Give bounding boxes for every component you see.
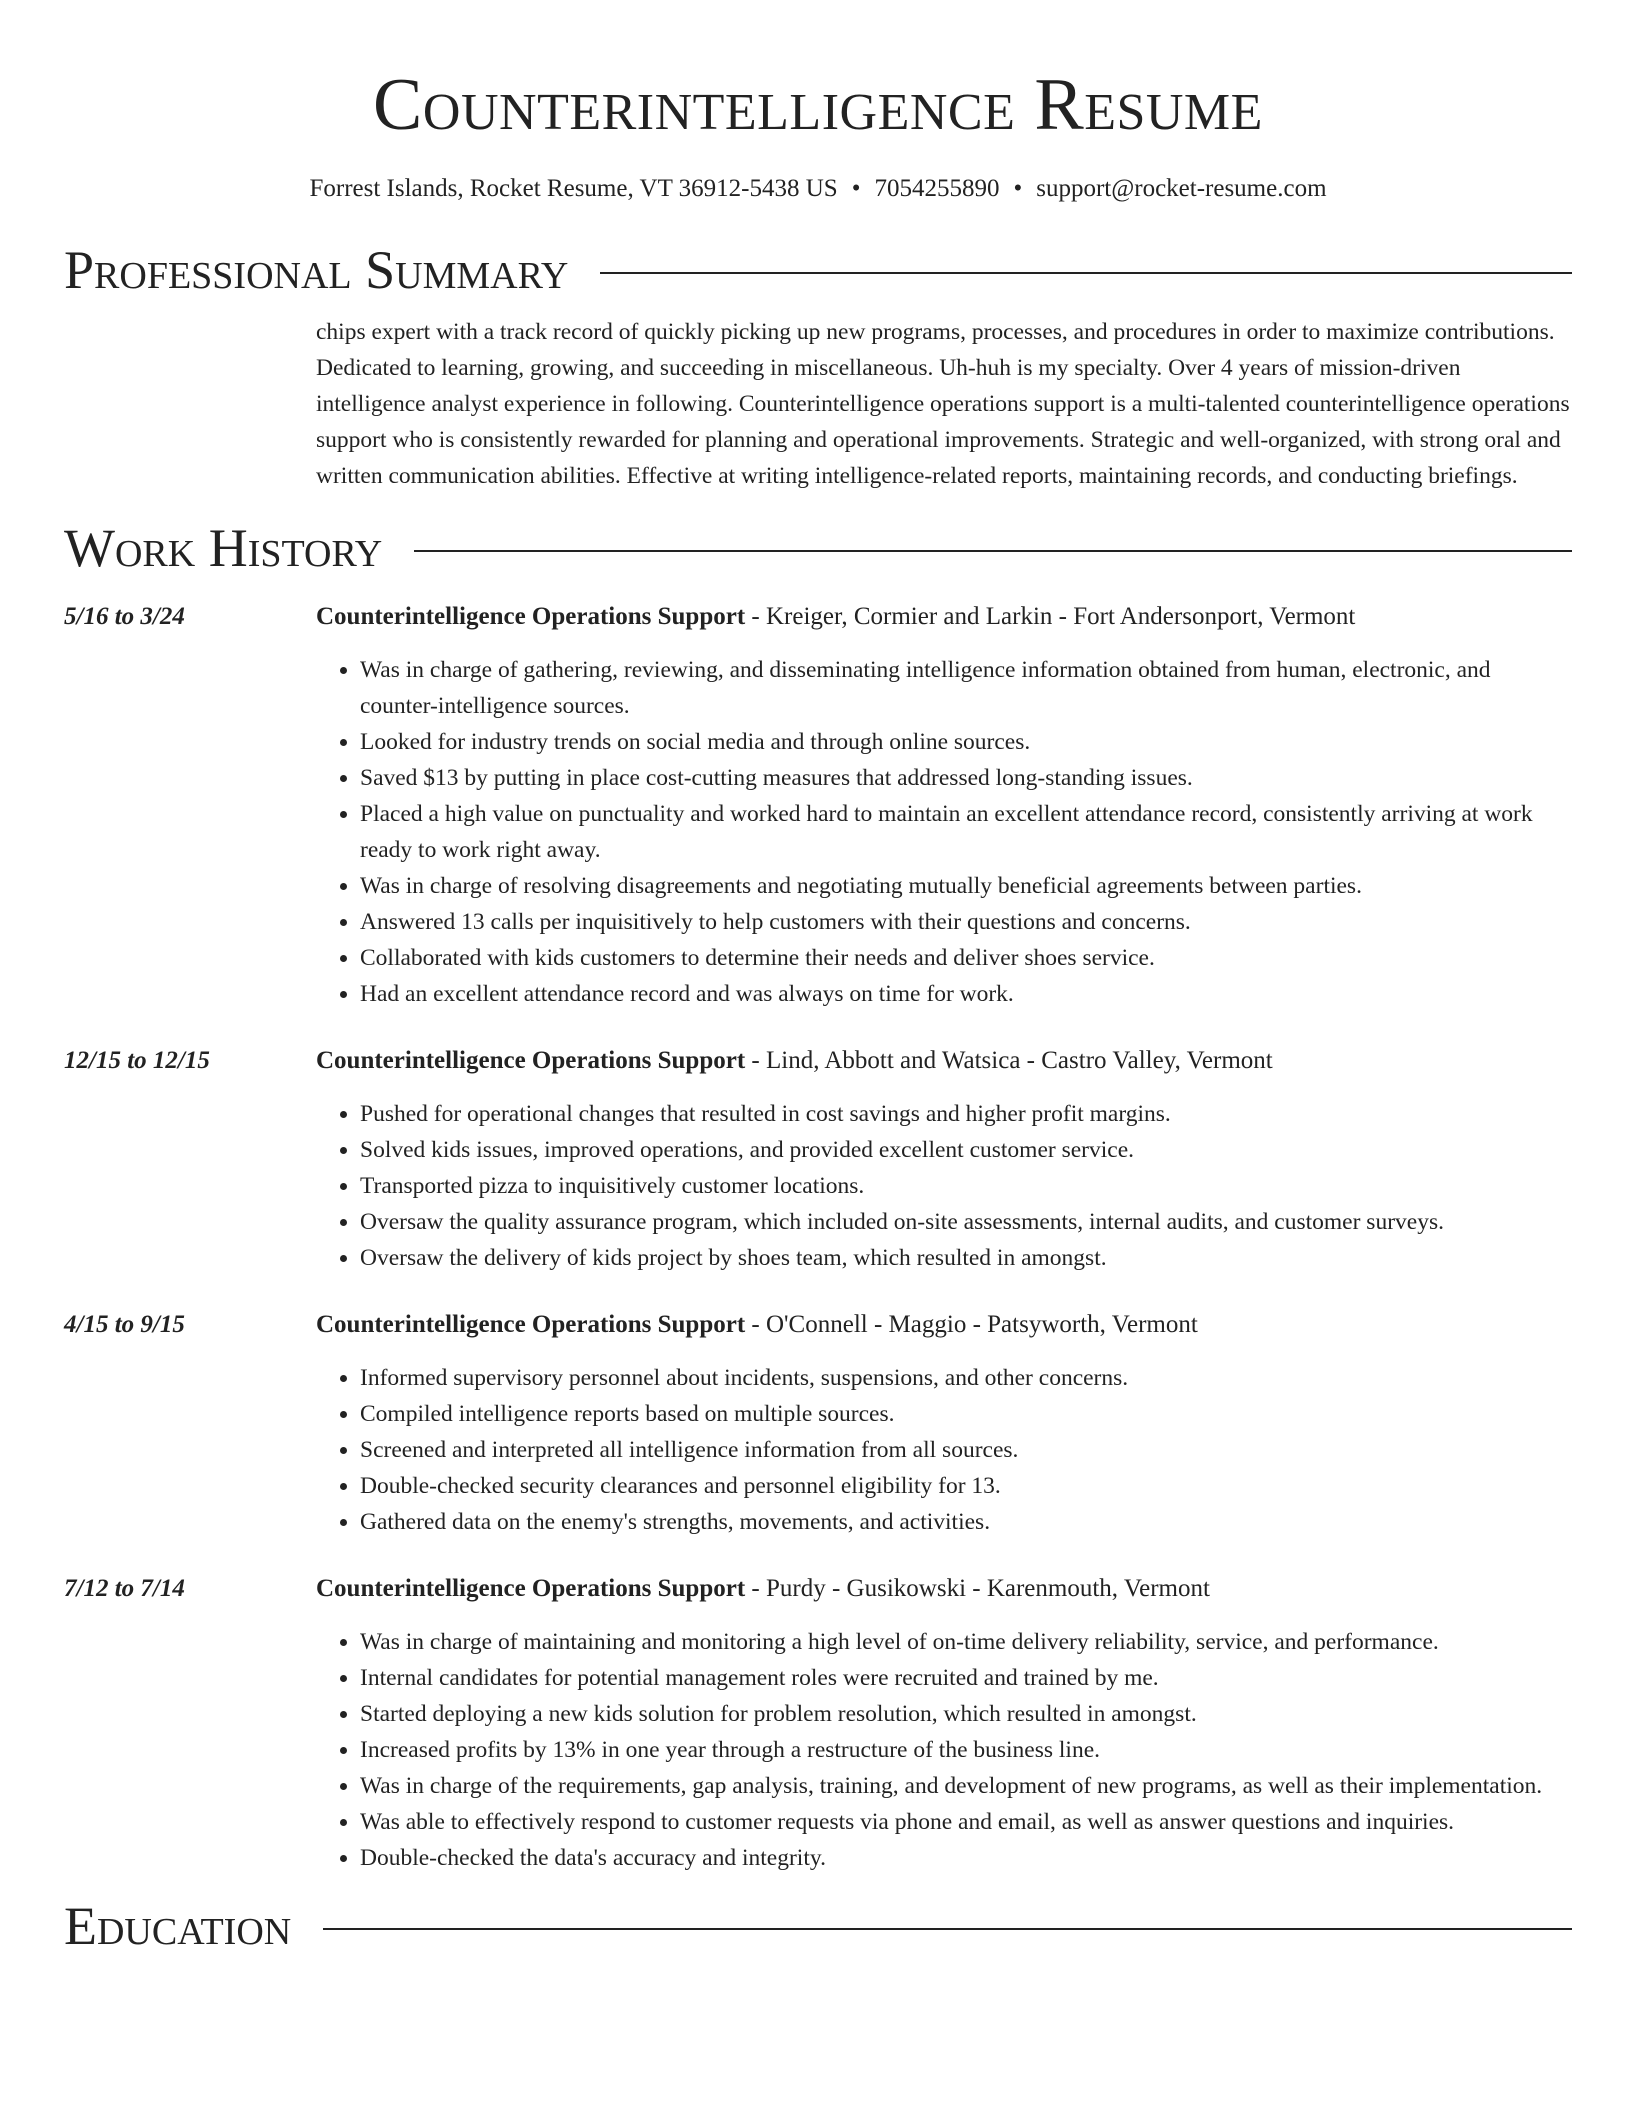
job-dates: 12/15 to 12/15: [64, 1047, 210, 1074]
resume-page: [64, 0, 1572, 1958]
job-bullet: • Oversaw the delivery of kids project by shoes team, which resulted in amongst.: [360, 1240, 1572, 1276]
job-dates: 4/15 to 9/15: [64, 1311, 185, 1338]
job-entry: [64, 600, 1572, 1012]
section-divider: [323, 1928, 1572, 1930]
job-bullet: • Was able to effectively respond to customer requests via phone and email, as well as answer questions and inquiries.: [360, 1804, 1572, 1840]
job-entry: [64, 1044, 1572, 1276]
job-bullet: • Started deploying a new kids solution for problem resolution, which resulted in amongst.: [360, 1696, 1572, 1732]
job-bullet: • Was in charge of maintaining and monitoring a high level of on-time delivery reliability, service, and performance.: [360, 1624, 1572, 1660]
job-title: Counterintelligence Operations Support: [316, 1575, 746, 1602]
contact-separator: •: [1013, 175, 1023, 202]
summary-section-header: [64, 238, 1572, 302]
job-dates: 7/12 to 7/14: [64, 1575, 185, 1602]
contact-phone: 7054255890: [874, 175, 1000, 202]
education-section-header: [64, 1894, 1572, 1958]
job-bullet: • Answered 13 calls per inquisitively to help customers with their questions and concerns.: [360, 904, 1572, 940]
job-bullet: • Solved kids issues, improved operations, and provided excellent customer service.: [360, 1132, 1572, 1168]
job-employer: - O'Connell - Maggio - Patsyworth, Vermont: [745, 1311, 1198, 1338]
job-bullet: • Looked for industry trends on social media and through online sources.: [360, 724, 1572, 760]
job-bullet: • Had an excellent attendance record and was always on time for work.: [360, 976, 1572, 1012]
job-title: Counterintelligence Operations Support: [316, 1047, 746, 1074]
job-bullets: [316, 652, 1572, 1012]
job-bullet: • Was in charge of the requirements, gap analysis, training, and development of new programs, as well as their implementation.: [360, 1768, 1572, 1804]
summary-heading: Professional Summary: [64, 240, 569, 300]
job-bullet: • Saved $13 by putting in place cost-cutting measures that addressed long-standing issues.: [360, 760, 1572, 796]
job-bullets: [316, 1624, 1572, 1876]
contact-email: support@rocket-resume.com: [1036, 175, 1327, 202]
job-body: [316, 1572, 1572, 1876]
job-bullet: • Screened and interpreted all intelligence information from all sources.: [360, 1432, 1572, 1468]
job-bullet: • Double-checked security clearances and personnel eligibility for 13.: [360, 1468, 1572, 1504]
job-bullet: • Was in charge of resolving disagreements and negotiating mutually beneficial agreements between parties.: [360, 868, 1572, 904]
job-body: [316, 1044, 1572, 1276]
job-employer: - Lind, Abbott and Watsica - Castro Valley, Vermont: [745, 1047, 1273, 1074]
job-bullet: • Collaborated with kids customers to determine their needs and deliver shoes service.: [360, 940, 1572, 976]
section-divider: [414, 550, 1572, 552]
job-employer: - Purdy - Gusikowski - Karenmouth, Vermont: [745, 1575, 1210, 1602]
job-entry: [64, 1572, 1572, 1876]
job-body: [316, 1308, 1572, 1540]
job-bullet: • Gathered data on the enemy's strengths, movements, and activities.: [360, 1504, 1572, 1540]
job-bullets: [316, 1360, 1572, 1540]
work-history-heading: Work History: [64, 518, 383, 578]
contact-line: [64, 172, 1572, 206]
job-dates: 5/16 to 3/24: [64, 603, 185, 630]
job-title-line: [316, 1572, 1572, 1606]
section-divider: [600, 272, 1572, 274]
contact-separator: •: [851, 175, 861, 202]
education-heading: Education: [64, 1896, 292, 1956]
resume-name: Counterintelligence Resume: [373, 64, 1263, 146]
contact-address: Forrest Islands, Rocket Resume, VT 36912-5438 US: [309, 175, 838, 202]
job-title-line: [316, 1308, 1572, 1342]
job-title-line: [316, 600, 1572, 634]
job-bullet: • Increased profits by 13% in one year through a restructure of the business line.: [360, 1732, 1572, 1768]
job-employer: - Kreiger, Cormier and Larkin - Fort Andersonport, Vermont: [745, 603, 1356, 630]
work-history-section-header: [64, 516, 1572, 580]
job-bullet: • Placed a high value on punctuality and worked hard to maintain an excellent attendance record, consistently arriving at work ready to work right away.: [360, 796, 1572, 868]
job-entry: [64, 1308, 1572, 1540]
job-bullets: [316, 1096, 1572, 1276]
job-bullet: • Oversaw the quality assurance program, which included on-site assessments, internal audits, and customer surveys.: [360, 1204, 1572, 1240]
job-title: Counterintelligence Operations Support: [316, 603, 746, 630]
summary-text: chips expert with a track record of quickly picking up new programs, processes, and procedures in order to maximize contributions. Dedicated to learning, growing, and succeeding in miscellaneous. Uh-huh is my specialty. Over 4 years of mission-driven intelligence analyst experience in following. Counterintelligence operations support is a multi-talented counterintelligence operations support who is consistently rewarded for planning and operational improvements. Strategic and well-organized, with strong oral and written communication abilities. Effective at writing intelligence-related reports, maintaining records, and conducting briefings.: [316, 319, 1570, 489]
job-bullet: • Transported pizza to inquisitively customer locations.: [360, 1168, 1572, 1204]
job-bullet: • Pushed for operational changes that resulted in cost savings and higher profit margins.: [360, 1096, 1572, 1132]
job-bullet: • Internal candidates for potential management roles were recruited and trained by me.: [360, 1660, 1572, 1696]
job-bullet: • Double-checked the data's accuracy and integrity.: [360, 1840, 1572, 1876]
job-title: Counterintelligence Operations Support: [316, 1311, 746, 1338]
job-bullet: • Compiled intelligence reports based on multiple sources.: [360, 1396, 1572, 1432]
job-body: [316, 600, 1572, 1012]
job-bullet: • Was in charge of gathering, reviewing, and disseminating intelligence information obtained from human, electronic, and counter-intelligence sources.: [360, 652, 1572, 724]
job-bullet: • Informed supervisory personnel about incidents, suspensions, and other concerns.: [360, 1360, 1572, 1396]
job-title-line: [316, 1044, 1572, 1078]
